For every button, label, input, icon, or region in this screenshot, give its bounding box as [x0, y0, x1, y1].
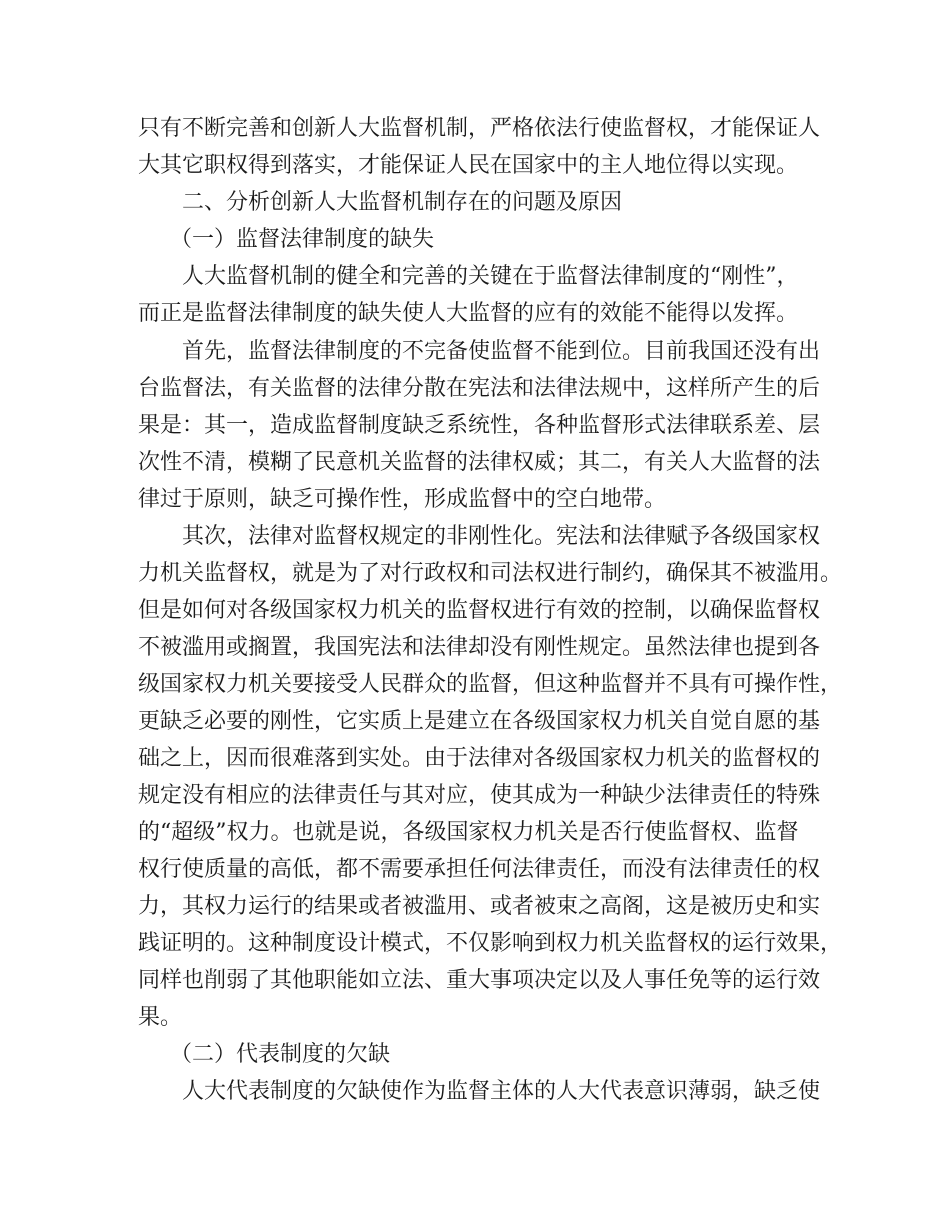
subsection-heading: （一）监督法律制度的缺失	[170, 227, 435, 252]
text-line: 践证明的。这种制度设计模式，不仅影响到权力机关监督权的运行效果，	[138, 931, 843, 956]
section-heading: 二、分析创新人大监督机制存在的问题及原因	[182, 190, 623, 215]
text-line: 权行使质量的高低，都不需要承担任何法律责任，而没有法律责任的权	[138, 857, 821, 882]
text-line: 的“超级”权力。也就是说，各级国家权力机关是否行使监督权、监督	[138, 820, 799, 845]
text-line: 规定没有相应的法律责任与其对应，使其成为一种缺少法律责任的特殊	[138, 783, 821, 808]
text-line: 果。	[138, 1005, 183, 1030]
text-line: 只有不断完善和创新人大监督机制，严格依法行使监督权，才能保证人	[138, 116, 821, 141]
text-line: 更缺乏必要的刚性，它实质上是建立在各级国家权力机关自觉自愿的基	[138, 709, 821, 734]
text-line: 首先，监督法律制度的不完备使监督不能到位。目前我国还没有出	[182, 339, 821, 364]
text-line: 力，其权力运行的结果或者被滥用、或者被束之高阁，这是被历史和实	[138, 894, 821, 919]
text-line: 其次，法律对监督权规定的非刚性化。宪法和法律赋予各级国家权	[182, 524, 821, 549]
text-line: 大其它职权得到落实，才能保证人民在国家中的主人地位得以实现。	[138, 153, 799, 178]
text-line: 台监督法，有关监督的法律分散在宪法和法律法规中，这样所产生的后	[138, 376, 821, 401]
text-line: 力机关监督权，就是为了对行政权和司法权进行制约，确保其不被滥用。	[138, 561, 843, 586]
text-line: 不被滥用或搁置，我国宪法和法律却没有刚性规定。虽然法律也提到各	[138, 635, 821, 660]
text-line: 次性不清，模糊了民意机关监督的法律权威；其二，有关人大监督的法	[138, 450, 821, 475]
text-line: 同样也削弱了其他职能如立法、重大事项决定以及人事任免等的运行效	[138, 968, 821, 993]
text-line: 人大代表制度的欠缺使作为监督主体的人大代表意识薄弱，缺乏使	[182, 1079, 821, 1104]
text-line: 级国家权力机关要接受人民群众的监督，但这种监督并不具有可操作性，	[138, 672, 843, 697]
text-line: 律过于原则，缺乏可操作性，形成监督中的空白地带。	[138, 487, 667, 512]
text-line: 但是如何对各级国家权力机关的监督权进行有效的控制，以确保监督权	[138, 598, 821, 623]
text-line: 而正是监督法律制度的缺失使人大监督的应有的效能不能得以发挥。	[138, 301, 799, 326]
text-line: 人大监督机制的健全和完善的关键在于监督法律制度的“刚性”，	[182, 264, 799, 289]
text-line: 础之上，因而很难落到实处。由于法律对各级国家权力机关的监督权的	[138, 746, 821, 771]
text-line: 果是：其一，造成监督制度缺乏系统性，各种监督形式法律联系差、层	[138, 413, 821, 438]
subsection-heading: （二）代表制度的欠缺	[170, 1042, 391, 1067]
